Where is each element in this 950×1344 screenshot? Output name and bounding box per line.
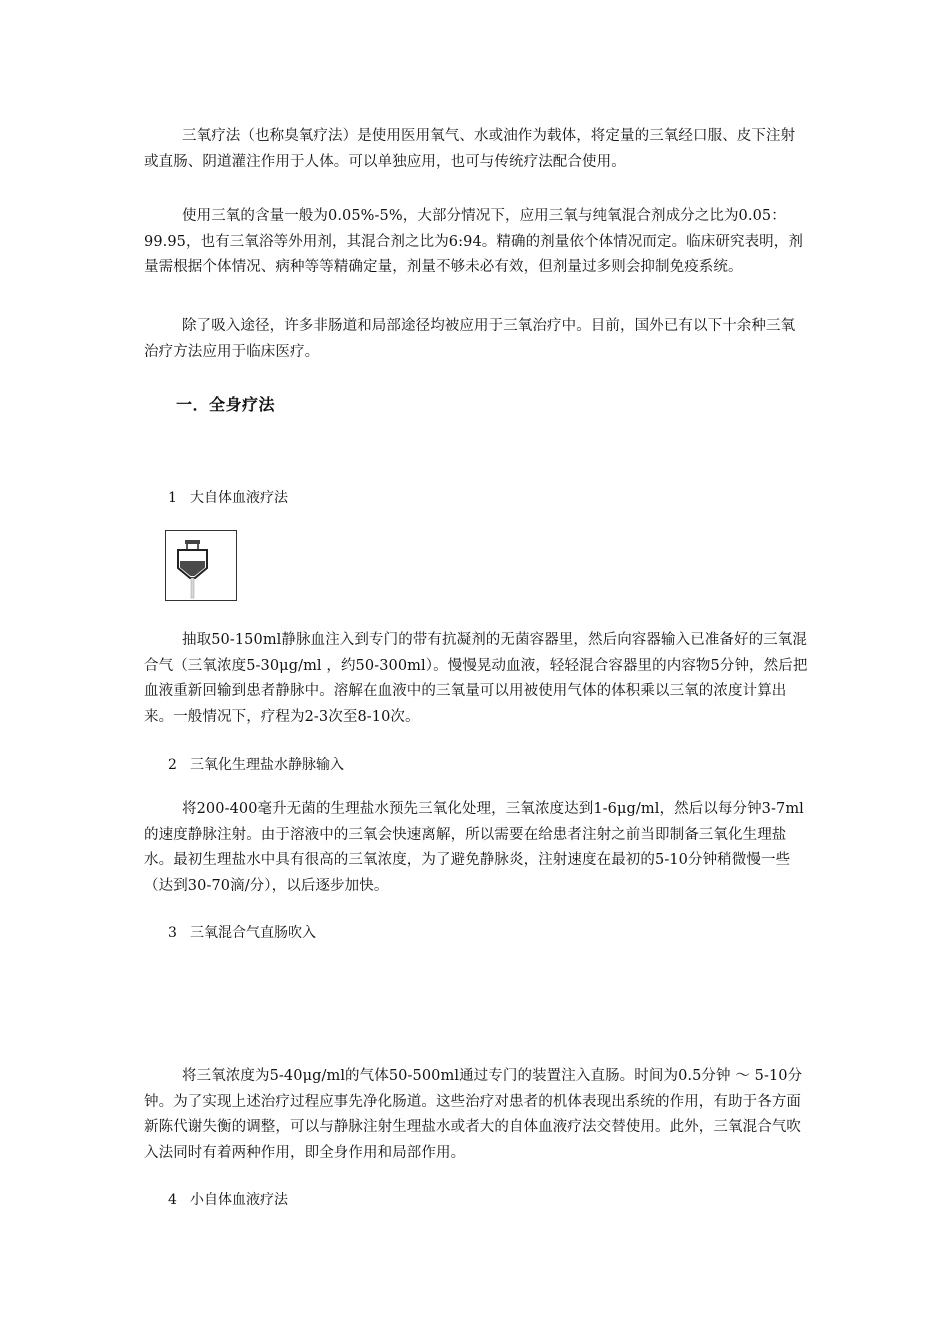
method-heading-2 [168, 754, 344, 774]
method-title: 三氧化生理盐水静脉输入 [190, 757, 344, 773]
intro-paragraph-2: 使用三氧的含量一般为0.05%-5%，大部分情况下，应用三氧与纯氧混合剂成分之比为0.05：99.95，也有三氧浴等外用剂，其混合剂之比为6:94。精确的剂量依个体情况而定。临床研究表明，剂量需根据个体情况、病种等等精确定量，剂量不够未必有效，但剂量过多则会抑制免疫系统。 [144, 208, 803, 275]
method-heading-4 [168, 1189, 288, 1209]
method-1-paragraph: 抽取50-150ml静脉血注入到专门的带有抗凝剂的无菌容器里，然后向容器输入已准备好的三氧混合气（三氧浓度5-30μg/ml ，约50-300ml）。慢慢晃动血液，轻轻混合容器里的内容物5分钟，然后把血液重新回输到患者静脉中。溶解在血液中的三氧量可以用被使用气体的体积乘以三氧的浓度计算出来。一般情况下，疗程为2-3次至8-10次。 [144, 632, 808, 725]
section-heading-whole-body: 一．全身疗法 [176, 395, 276, 414]
method-title: 三氧混合气直肠吹入 [190, 925, 316, 941]
method-heading-3 [168, 922, 316, 942]
method-title: 大自体血液疗法 [190, 490, 288, 506]
method-2-paragraph: 将200-400毫升无菌的生理盐水预先三氧化处理，三氧浓度达到1-6μg/ml，然后以每分钟3-7ml的速度静脉注射。由于溶液中的三氧会快速离解，所以需要在给患者注射之前当即制备三氧化生理盐水。最初生理盐水中具有很高的三氧浓度，为了避免静脉炎，注射速度在最初的5-10分钟稍微慢一些（达到30-70滴/分），以后逐步加快。 [144, 801, 804, 894]
intro-paragraph-3: 除了吸入途径，许多非肠道和局部途径均被应用于三氧治疗中。目前，国外已有以下十余种三氧治疗方法应用于临床医疗。 [144, 318, 796, 360]
method-title: 小自体血液疗法 [190, 1192, 288, 1208]
iv-drip-bag-icon [165, 530, 237, 601]
method-number: 1 [168, 490, 177, 506]
method-number: 3 [168, 925, 177, 941]
method-3-paragraph: 将三氧浓度为5-40μg/ml的气体50-500ml通过专门的装置注入直肠。时间为0.5分钟 ～ 5-10分钟。为了实现上述治疗过程应事先净化肠道。这些治疗对患者的机体表现出系统的作用，有助于各方面新陈代谢失衡的调整，可以与静脉注射生理盐水或者大的自体血液疗法交替使用。此外，三氧混合气吹入法同时有着两种作用，即全身作用和局部作用。 [144, 1068, 803, 1161]
method-number: 4 [168, 1192, 177, 1208]
iv-drip-bag-svg [166, 531, 235, 599]
intro-paragraph-1: 三氧疗法（也称臭氧疗法）是使用医用氧气、水或油作为载体，将定量的三氧经口服、皮下注射或直肠、阴道灌注作用于人体。可以单独应用，也可与传统疗法配合使用。 [144, 128, 796, 170]
method-heading-1 [168, 487, 288, 507]
method-number: 2 [168, 757, 177, 773]
